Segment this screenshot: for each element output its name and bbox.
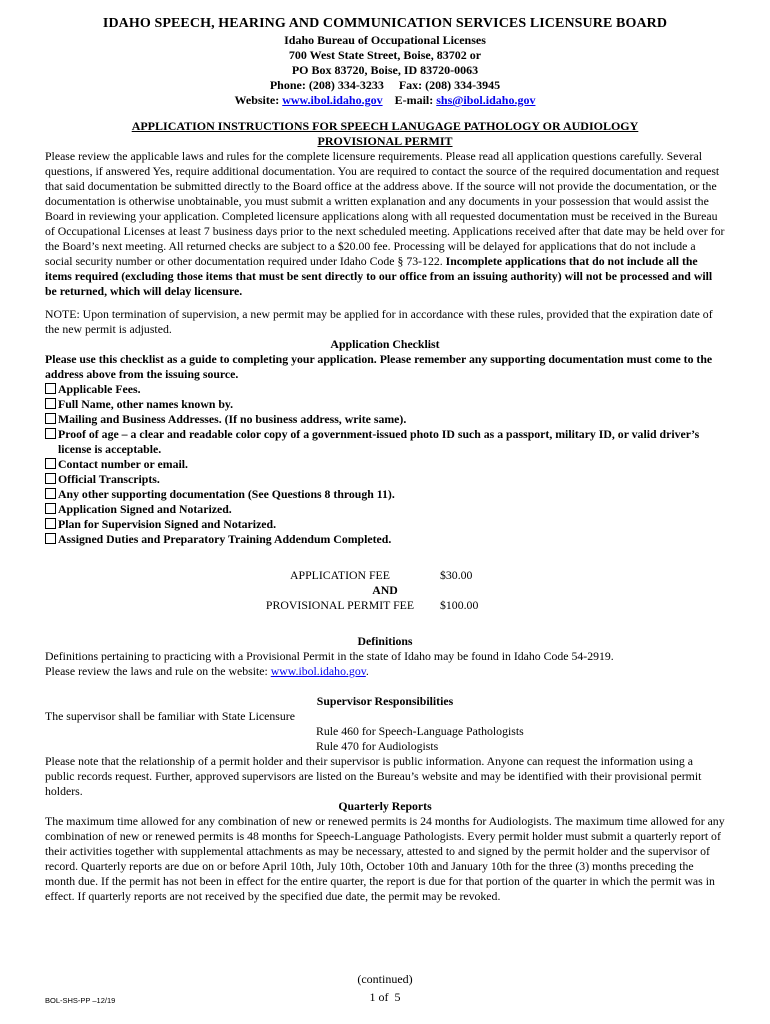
instructions-title: APPLICATION INSTRUCTIONS FOR SPEECH LANUGAGE PATHOLOGY OR AUDIOLOGY <box>131 119 639 133</box>
checkbox[interactable] <box>45 488 56 499</box>
checklist-item-label: Mailing and Business Addresses. (If no business address, write same). <box>58 412 407 426</box>
checklist-item-label: Plan for Supervision Signed and Notarized. <box>58 517 277 531</box>
website-label: Website: <box>234 93 283 107</box>
supervisor-intro: The supervisor shall be familiar with State Licensure <box>45 709 295 723</box>
page-number: 1 of 5 <box>369 990 401 1004</box>
checkbox[interactable] <box>45 413 56 424</box>
checkbox[interactable] <box>45 428 56 439</box>
bureau-name: Idaho Bureau of Occupational Licenses <box>284 33 486 47</box>
checkbox[interactable] <box>45 458 56 469</box>
checklist-item-label: Contact number or email. <box>58 457 188 471</box>
checkbox[interactable] <box>45 398 56 409</box>
instructions-text: Please review the applicable laws and rules for the complete licensure requirements. Please read all application questions carefully. Several questions, if answered Yes, require additional documentation. You are required to contact the source of the required documentation and request that said documentation be submitted directly to the Board office at the address above. If the source will not provide the documentation, or the documentation is otherwise unobtainable, you must submit a written explanation and any documents in your possession that would assist the Board in reviewing your application. Completed licensure applications along with all requested documentation must be received in the Bureau of Occupational Licenses at least 7 business days prior to the next scheduled meeting. Applications received after that date may be held over for the Board’s next meeting. All returned checks are subject to a $20.00 fee. Processing will be delayed for applications that do not include a social security number or other documentation required under Idaho Code § 73-122. <box>45 149 725 268</box>
instructions-subtitle: PROVISIONAL PERMIT <box>317 134 453 148</box>
checklist-item <box>45 517 725 532</box>
definitions-website-link[interactable]: www.ibol.idaho.gov <box>270 664 366 678</box>
checklist-item-label: Applicable Fees. <box>58 382 141 396</box>
checklist-item-label: Assigned Duties and Preparatory Training Addendum Completed. <box>58 532 392 546</box>
checklist-item-label: Full Name, other names known by. <box>58 397 234 411</box>
checklist-item <box>45 487 725 502</box>
continued-note: (continued) <box>357 972 413 986</box>
checklist-item <box>45 397 725 412</box>
document-page <box>45 15 725 904</box>
website-link[interactable]: www.ibol.idaho.gov <box>282 93 383 107</box>
fee-table <box>45 568 725 613</box>
po-box-address: PO Box 83720, Boise, ID 83720-0063 <box>291 63 479 77</box>
checklist-item <box>45 532 725 547</box>
instructions-warning: Incomplete applications that do not include all the items required (excluding those items that must be sent directly to our office from an issuing authority) will not be processed and will be returned, which will delay licensure. <box>45 254 713 298</box>
checklist-item <box>45 457 725 472</box>
form-code: BOL-SHS-PP –12/19 <box>45 996 116 1005</box>
definitions-review-end: . <box>365 664 369 678</box>
checklist-item <box>45 502 725 517</box>
checkbox[interactable] <box>45 473 56 484</box>
checklist-intro: Please use this checklist as a guide to completing your application. Please remember any supporting documentation must come to the address above from the issuing source. <box>45 352 713 381</box>
definitions-heading: Definitions <box>357 634 413 648</box>
quarterly-heading: Quarterly Reports <box>338 799 432 813</box>
fee-and: AND <box>372 583 398 597</box>
checkbox[interactable] <box>45 383 56 394</box>
checkbox[interactable] <box>45 503 56 514</box>
fee-row <box>45 568 725 583</box>
supervisor-heading: Supervisor Responsibilities <box>316 694 454 708</box>
checklist-item <box>45 427 725 457</box>
termination-note: NOTE: Upon termination of supervision, a new permit may be applied for in accordance with these rules, provided that the expiration date of the new permit is adjusted. <box>45 307 713 336</box>
checkbox[interactable] <box>45 533 56 544</box>
web-email-line <box>45 93 725 108</box>
supervisor-body: Please note that the relationship of a permit holder and their supervisor is public information. Anyone can request the information using a public records request. Further, approved supervisors are listed on the Bureau’s website and may be identified with their provisional permit holders. <box>45 754 702 798</box>
board-title: IDAHO SPEECH, HEARING AND COMMUNICATION SERVICES LICENSURE BOARD <box>102 16 668 31</box>
rule-460: Rule 460 for Speech-Language Pathologists <box>316 724 524 738</box>
fee-row <box>45 598 725 613</box>
quarterly-body: The maximum time allowed for any combination of new or renewed permits is 24 months for Audiologists. The maximum time allowed for any combination of new or renewed permits is 48 months for Speech-Language Pathologists. Every permit holder must submit a quarterly report of their activities together with supplemental attachments as may be necessary, attested to and signed by the permit holder and the supervisor of record. Quarterly reports are due on or before April 10th, July 10th, October 10th and January 10th for the three (3) months preceding the month due. If the permit has not been in effect for the entire quarter, the report is due for that portion of the quarter in which the permit was in effect. If quarterly reports are not received by the specified due date, the permit may be revoked. <box>45 814 725 903</box>
definitions-review <box>45 664 725 679</box>
email-label: E-mail: <box>394 93 437 107</box>
permit-fee-label: PROVISIONAL PERMIT FEE <box>265 598 415 612</box>
checklist-item-label: Official Transcripts. <box>58 472 160 486</box>
checklist-item <box>45 382 725 397</box>
phone-fax <box>45 78 725 93</box>
phone-fax-text: Phone: (208) 334-3233 Fax: (208) 334-3945 <box>269 78 501 92</box>
checklist-item <box>45 412 725 427</box>
definitions-review-text: Please review the laws and rule on the website: <box>45 664 271 678</box>
application-fee-amount: $30.00 <box>440 568 473 582</box>
checklist-item-label: Proof of age – a clear and readable color copy of a government-issued photo ID such as a passport, military ID, or valid driver’s license is acceptable. <box>58 427 700 456</box>
checklist-item-label: Application Signed and Notarized. <box>58 502 232 516</box>
street-address: 700 West State Street, Boise, 83702 or <box>288 48 482 62</box>
checklist-item <box>45 472 725 487</box>
checkbox[interactable] <box>45 518 56 529</box>
definitions-text: Definitions pertaining to practicing with a Provisional Permit in the state of Idaho may be found in Idaho Code 54-2919. <box>45 649 614 663</box>
checklist <box>45 382 725 547</box>
instructions-body <box>45 149 725 299</box>
checklist-heading: Application Checklist <box>330 337 440 351</box>
application-fee-label: APPLICATION FEE <box>290 568 390 582</box>
permit-fee-amount: $100.00 <box>440 598 479 612</box>
checklist-item-label: Any other supporting documentation (See Questions 8 through 11). <box>58 487 395 501</box>
rule-470: Rule 470 for Audiologists <box>316 739 439 753</box>
email-link[interactable]: shs@ibol.idaho.gov <box>436 93 536 107</box>
